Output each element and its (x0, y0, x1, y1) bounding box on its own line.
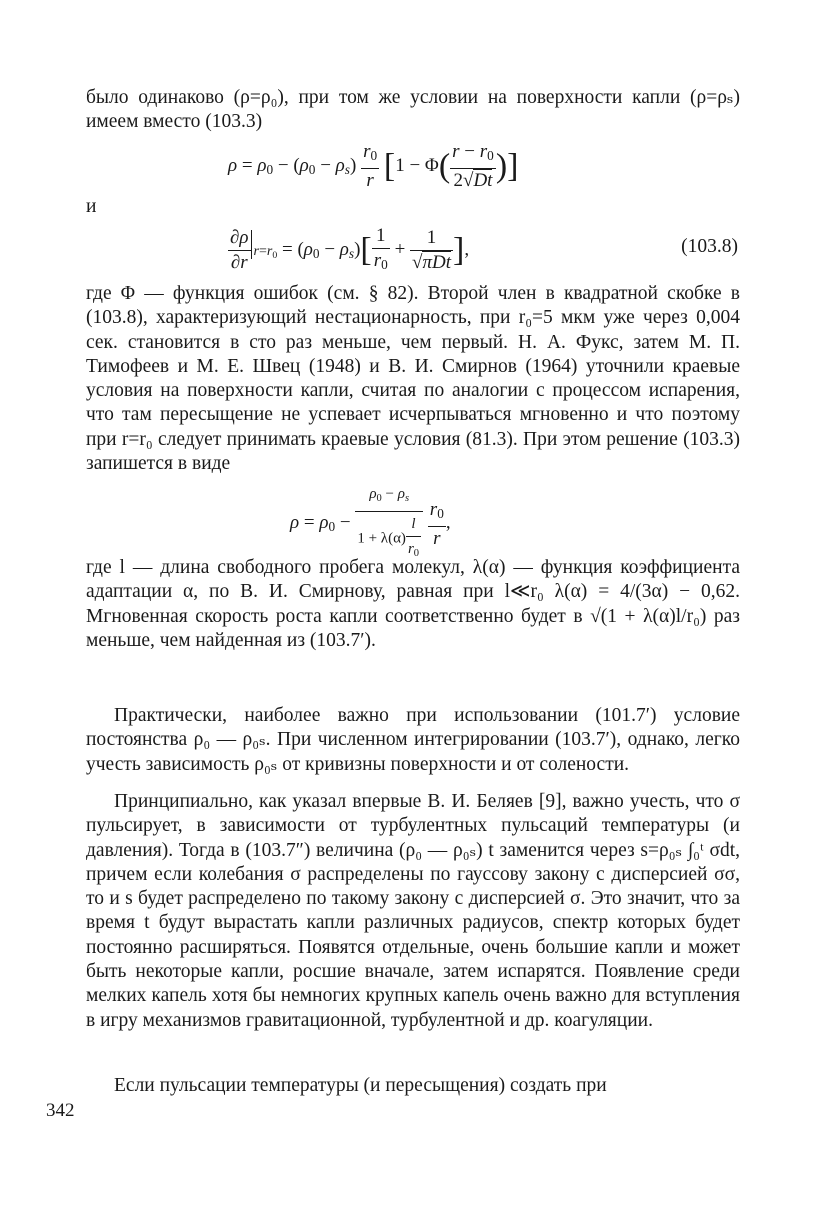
equation-2-number: (103.8) (681, 236, 738, 257)
equation-3: $\rho = \rho_0$ − $\rho_0 - \rho_s$ 1 + λ(α) $\frac{l}{r_0}$ $\frac{r_0}{r}$ , (290, 482, 451, 566)
equation-1: $\rho = \rho_0 - (\rho_0 - \rho_s)$ $\frac{r_0}{r}$ [1 − Φ( $\frac{r - r_0}{2√Dt}$ )] (228, 141, 519, 191)
paragraph-3: где l — длина свободного пробега молекул, λ(α) — функция коэффициента адаптации α, по В. И. Смирнову, равная при l≪r₀ λ(α) = 4/(3α) − 0,62. Мгновенная скорость роста капли соответственно будет в √(1 + λ(α)l/r₀) раз меньше, чем найденная из (103.7′). (86, 557, 740, 651)
paragraph-5: Принципиально, как указал впервые В. И. Беляев [9], важно учесть, что σ пульсирует, в зависимости от турбулентных пульсаций температуры (и давления). Тогда в (103.7″) величина (ρ₀ — ρ₀ₛ) t заменится через s=ρ₀ₛ ∫₀ᵗ σdt, причем если колебания σ распределены по гауссову закону с дисперсией σσ, то и s будет распределено по такому закону с дисперсией σ. Это значит, что за время t будут вырастать капли различных радиусов, спектр которых будет постоянно расширяться. Появятся отдельные, очень большие капли и может быть некоторые капли, росшие вначале, затем испарятся. Появление среди мелких капель хотя бы немногих крупных капель очень важно для вступления в игру механизмов гравитационной, турбулентной и др. коагуляции. (86, 791, 740, 1031)
paragraph-1: было одинаково (ρ=ρ₀), при том же условии на поверхности капли (ρ=ρₛ) имеем вместо (103.3) (86, 87, 740, 133)
paragraph-2: где Φ — функция ошибок (см. § 82). Второй член в квадратной скобке в (103.8), характеризующий нестационарность, при r₀=5 мкм уже через 0,004 сек. становится в сто раз меньше, чем первый. Н. А. Фукс, затем М. П. Тимофеев и М. Е. Швец (1948) и В. И. Смирнов (1964) уточнили краевые условия на поверхности капли, считая по аналогии с процессом испарения, что там пересыщение не успевает исчерпываться мгновенно и что поэтому при r=r₀ следует принимать краевые условия (81.3). При этом решение (103.3) запишется в виде (86, 283, 740, 475)
paragraph-6: Если пульсации температуры (и пересыщения) создать при (114, 1075, 607, 1096)
equation-2: $\frac{\partial\rho}{\partial r}$ $r=r_0 = (\rho_0 - \rho_s)$[ $\frac{1}{r_0}$ + $\frac{1}{\text{√πDt}}$ ], (230, 225, 470, 273)
page-number: 342 (46, 1100, 75, 1121)
conjunction-and: и (86, 196, 97, 217)
paragraph-4: Практически, наиболее важно при использовании (101.7′) условие постоянства ρ₀ — ρ₀ₛ. При численном интегрировании (103.7′), однако, легко учесть зависимость ρ₀ₛ от кривизны поверхности и от солености. (86, 705, 740, 775)
